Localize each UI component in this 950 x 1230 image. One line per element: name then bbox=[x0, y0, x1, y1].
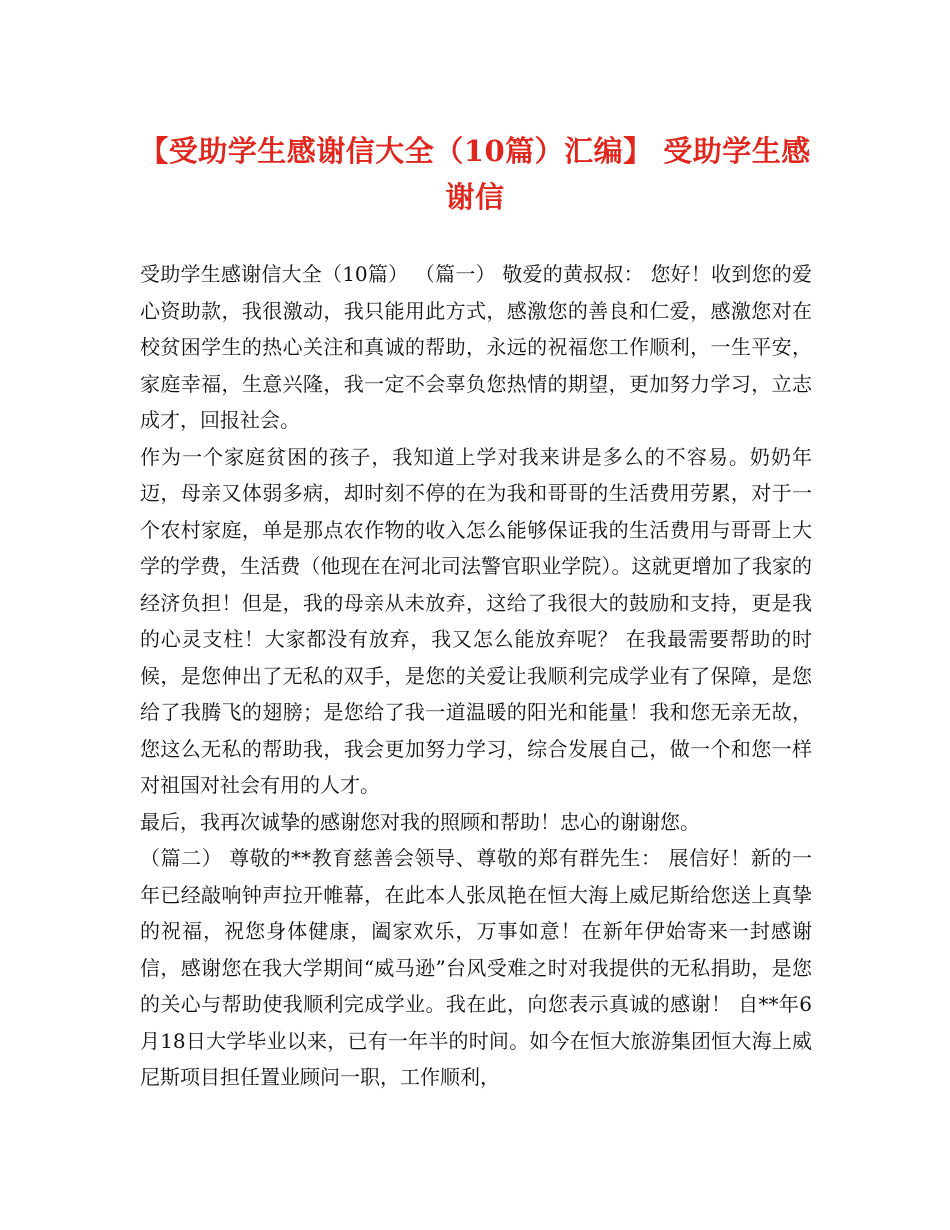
paragraph-2: 作为一个家庭贫困的孩子，我知道上学对我来讲是多么的不容易。奶奶年迈，母亲又体弱多病，却时刻不停的在为我和哥哥的生活费用劳累，对于一个农村家庭，单是那点农作物的收入怎么能够保证我的生活费用与哥哥上大学的学费，生活费（他现在在河北司法警官职业学院）。这就更增加了我家的经济负担！但是，我的母亲从未放弃，这给了我很大的鼓励和支持，更是我的心灵支柱！大家都没有放弃，我又怎么能放弃呢？ 在我最需要帮助的时候，是您伸出了无私的双手，是您的关爱让我顺利完成学业有了保障，是您给了我腾飞的翅膀；是您给了我一道温暖的阳光和能量！我和您无亲无故，您这么无私的帮助我，我会更加努力学习，综合发展自己，做一个和您一样对祖国对社会有用的人才。 bbox=[140, 444, 812, 797]
document-title: 【受助学生感谢信大全（10篇）汇编】 受助学生感谢信 bbox=[139, 134, 811, 214]
paragraph-3: 最后，我再次诚挚的感谢您对我的照顾和帮助！忠心的谢谢您。 bbox=[140, 809, 700, 834]
paragraph-1: 受助学生感谢信大全（10篇） （篇一） 敬爱的黄叔叔： 您好！收到您的爱心资助款，我很激动，我只能用此方式，感激您的善良和仁爱，感激您对在校贫困学生的热心关注和真诚的帮助，永远的祝福您工作顺利，一生平安，家庭幸福，生意兴隆，我一定不会辜负您热情的期望，更加努力学习，立志成才，回报社会。 bbox=[140, 262, 812, 432]
document-body bbox=[140, 256, 812, 1096]
paragraph-4: （篇二） 尊敬的**教育慈善会领导、尊敬的郑有群先生： 展信好！新的一年已经敲响钟声拉开帷幕，在此本人张凤艳在恒大海上威尼斯给您送上真挚的祝福，祝您身体健康，阖家欢乐，万事如意！在新年伊始寄来一封感谢信，感谢您在我大学期间“威马逊”台风受难之时对我提供的无私捐助，是您的关心与帮助使我顺利完成学业。我在此，向您表示真诚的感谢！ 自**年6月18日大学毕业以来，已有一年半的时间。如今在恒大旅游集团恒大海上威尼斯项目担任置业顾问一职，工作顺利， bbox=[140, 846, 812, 1089]
